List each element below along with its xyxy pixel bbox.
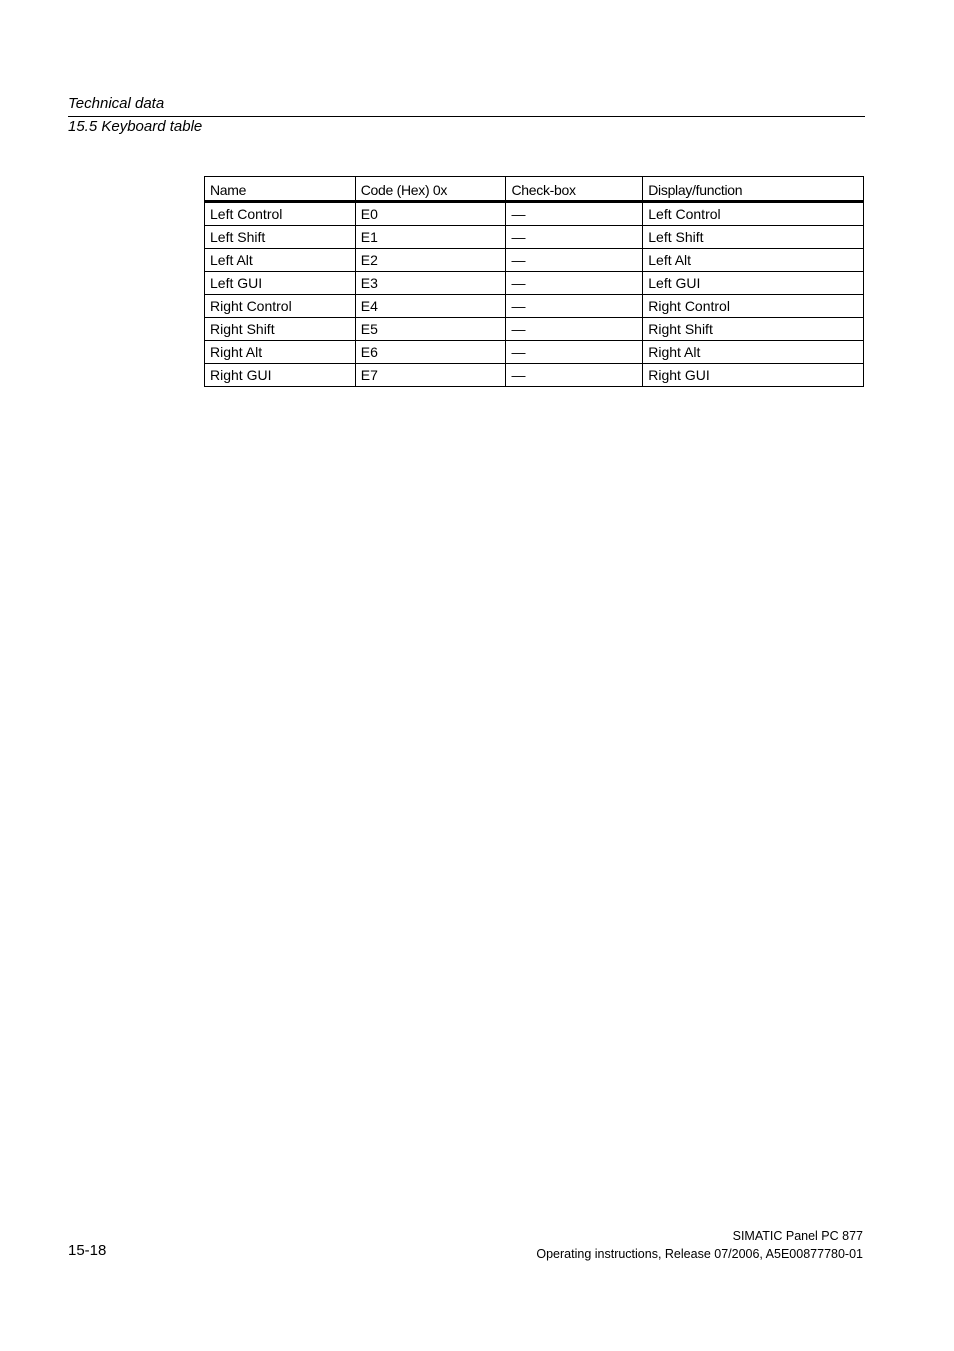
column-header-name: Name — [205, 177, 356, 202]
cell-checkbox: — — [506, 364, 643, 387]
cell-display: Left Shift — [643, 226, 864, 249]
table-row — [205, 202, 864, 226]
cell-name: Right Alt — [205, 341, 356, 364]
cell-name: Right Control — [205, 295, 356, 318]
cell-name: Left Alt — [205, 249, 356, 272]
column-header-checkbox: Check-box — [506, 177, 643, 202]
page-header — [68, 94, 865, 137]
footer-product: SIMATIC Panel PC 877 — [732, 1229, 863, 1243]
cell-display: Right Alt — [643, 341, 864, 364]
column-header-code: Code (Hex) 0x — [355, 177, 506, 202]
page-number: 15-18 — [68, 1242, 107, 1259]
cell-name: Left Shift — [205, 226, 356, 249]
cell-checkbox: — — [506, 226, 643, 249]
table-row — [205, 226, 864, 249]
page-footer — [536, 1227, 863, 1263]
cell-code: E1 — [355, 226, 506, 249]
cell-name: Right GUI — [205, 364, 356, 387]
column-header-display: Display/function — [643, 177, 864, 202]
cell-code: E4 — [355, 295, 506, 318]
cell-code: E7 — [355, 364, 506, 387]
table-row — [205, 318, 864, 341]
table-row — [205, 249, 864, 272]
cell-name: Left GUI — [205, 272, 356, 295]
table-row — [205, 341, 864, 364]
cell-display: Right Control — [643, 295, 864, 318]
cell-name: Right Shift — [205, 318, 356, 341]
cell-code: E5 — [355, 318, 506, 341]
cell-checkbox: — — [506, 249, 643, 272]
cell-code: E0 — [355, 202, 506, 226]
cell-code: E3 — [355, 272, 506, 295]
footer-doc-info: Operating instructions, Release 07/2006, A5E00877780-01 — [536, 1247, 863, 1261]
cell-checkbox: — — [506, 295, 643, 318]
table-row — [205, 272, 864, 295]
cell-display: Left GUI — [643, 272, 864, 295]
cell-checkbox: — — [506, 341, 643, 364]
cell-code: E2 — [355, 249, 506, 272]
cell-checkbox: — — [506, 202, 643, 226]
table-header-row — [205, 177, 864, 202]
cell-checkbox: — — [506, 318, 643, 341]
cell-display: Right GUI — [643, 364, 864, 387]
cell-checkbox: — — [506, 272, 643, 295]
cell-display: Left Alt — [643, 249, 864, 272]
cell-code: E6 — [355, 341, 506, 364]
cell-name: Left Control — [205, 202, 356, 226]
table-row — [205, 364, 864, 387]
cell-display: Left Control — [643, 202, 864, 226]
keyboard-table — [204, 176, 864, 387]
cell-display: Right Shift — [643, 318, 864, 341]
section-title: Technical data — [68, 94, 865, 117]
table-row — [205, 295, 864, 318]
subsection-title: 15.5 Keyboard table — [68, 118, 203, 135]
